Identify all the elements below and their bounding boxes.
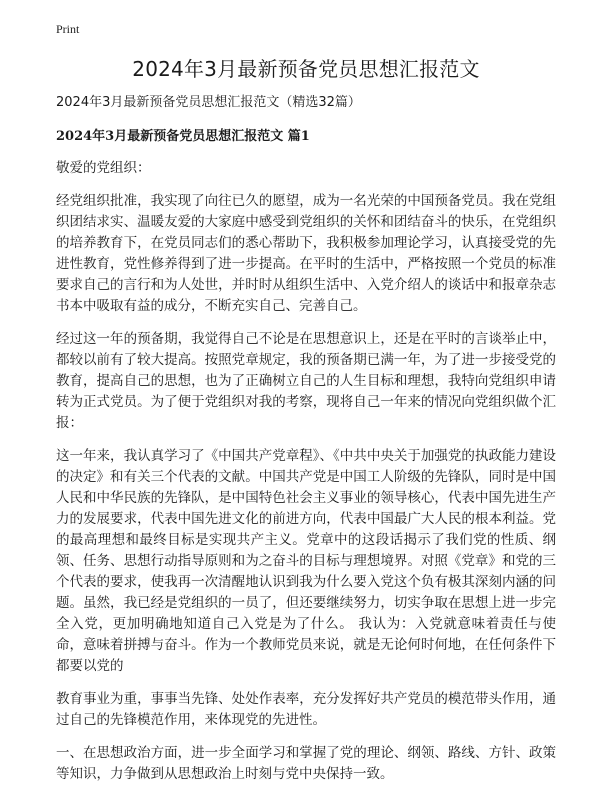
document-subtitle: 2024年3月最新预备党员思想汇报范文（精选32篇） (56, 95, 361, 110)
paragraph-3: 这一年来，我认真学习了《中国共产党章程》、《中共中央关于加强党的执政能力建设的决定》和有关三个代表的文献。中国共产党是中国工人阶级的先锋队，同时是中国人民和中华民族的先锋队，是中国特色社会主义事业的领导核心，代表中国先进生产力的发展要求，代表中国先进文化的前进方向，代表中国最广大人民的根本利益。党的最高理想和最终目标是实现共产主义。党章中的这段话揭示了我们党的性质、纲领、任务、思想行动指导原则和为之奋斗的目标与理想境界。对照《党章》和党的三个代表的要求，使我再一次清醒地认识到我为什么要入党这个负有极其深刻内涵的问题。虽然，我已经是党组织的一员了，但还要继续努力，切实争取在思想上进一步完全入党，更加明确地知道自己入党是为了什么。 我认为：入党就意味着责任与使命，意味着拼搏与奋斗。作为一个教师党员来说，就是无论何时何地，在任何条件下都要以党的 (56, 448, 556, 674)
paragraph-4: 教育事业为重，事事当先锋、处处作表率，充分发挥好共产党员的模范带头作用，通过自己的先锋模范作用，来体现党的先进性。 (56, 691, 556, 728)
paragraph-2: 经过这一年的预备期，我觉得自己不论是在思想意识上，还是在平时的言谈举止中，都较以前有了较大提高。按照党章规定，我的预备期已满一年，为了进一步接受党的教育，提高自己的思想，也为了正确树立自己的人生目标和理想，我特向党组织申请转为正式党员。为了便于党组织对我的考察，现将自己一年来的情况向党组织做个汇报： (56, 331, 556, 431)
greeting-line: 敬爱的党组织： (56, 160, 151, 176)
print-link[interactable]: Print (56, 22, 80, 36)
paragraph-1: 经党组织批准，我实现了向往已久的愿望，成为一名光荣的中国预备党员。我在党组织团结求实、温暖友爱的大家庭中感受到党组织的关怀和团结奋斗的快乐，在党组织的培养教育下，在党员同志们的悉心帮助下，我积极参加理论学习，认真接受党的先进性教育，党性修养得到了进一步提高。在平时的生活中，严格按照一个党员的标准要求自己的言行和为人处世，并时时从组织生活中、入党介绍人的谈话中和报章杂志书本中吸取有益的成分，不断充实自己、完善自己。 (56, 193, 556, 314)
document-body (56, 94, 556, 797)
paragraph-5: 一、在思想政治方面，进一步全面学习和掌握了党的理论、纲领、路线、方针、政策等知识，力争做到从思想政治上时刻与党中央保持一致。 (56, 745, 556, 782)
section-heading: 2024年3月最新预备党员思想汇报范文 篇1 (56, 129, 310, 144)
document-title: 2024年3月最新预备党员思想汇报范文 (132, 57, 480, 81)
